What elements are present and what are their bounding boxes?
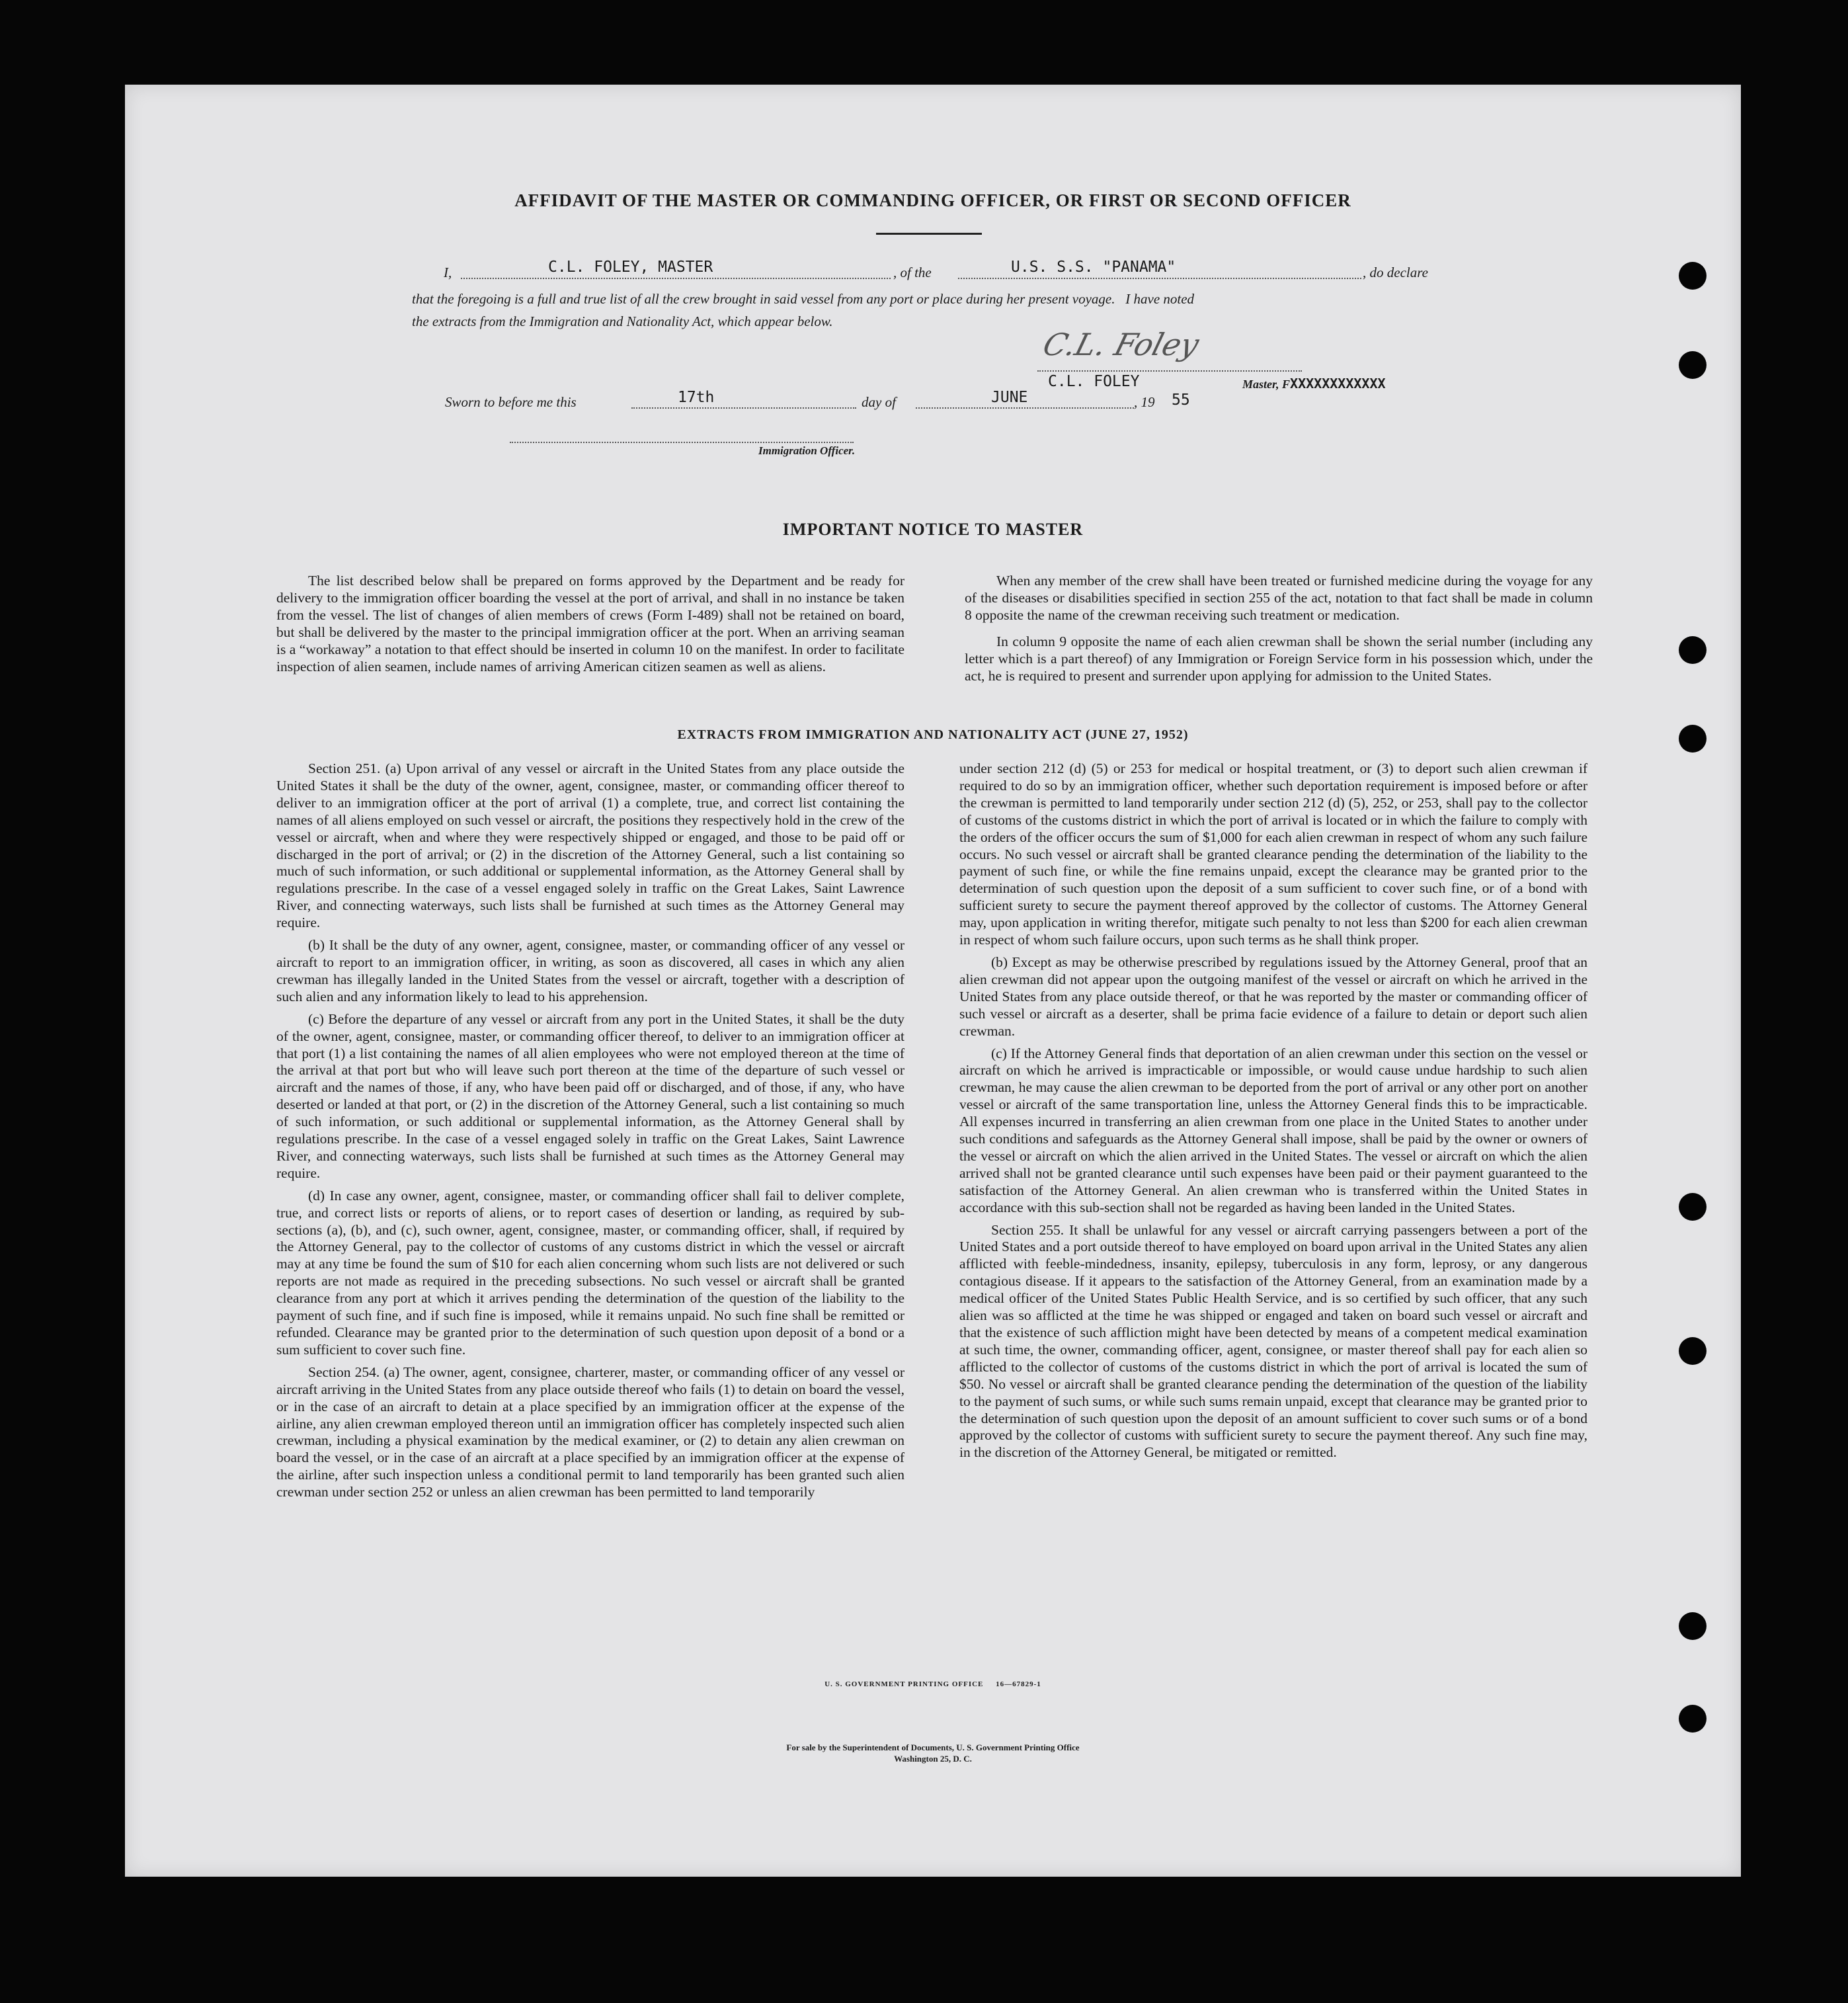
sworn-month-line <box>916 407 1134 409</box>
notice-right-column <box>965 573 1593 684</box>
i-label: I, <box>444 265 452 280</box>
sworn-year-field: 55 <box>1172 391 1190 409</box>
extracts-left-column <box>276 760 904 1501</box>
sworn-day-line <box>631 407 856 409</box>
extracts-title: EXTRACTS FROM IMMIGRATION AND NATIONALITY ACT (JUNE 27, 1952) <box>677 727 1189 742</box>
statute-paragraph: Section 251. (a) Upon arrival of any vessel or aircraft in the United States from any place outside the United States it shall be the duty of the owner, agent, consignee, master, or commanding officer thereof to deliver to an immigration officer at the port of arrival (1) a complete, true, and correct list containing the names of all aliens employed on such vessel or aircraft, the positions they respectively hold in the crew of the vessel or aircraft, when and where they were respectively shipped or engaged, and those to be paid off or discharged in the port of arrival; or (2) in the discretion of the Attorney General, such a list containing so much of such information, or such additional or supplemental information, as the Attorney General shall by regulations prescribe. In the case of a vessel engaged solely in traffic on the Great Lakes, Saint Lawrence River, and connecting waterways, such lists shall be furnished at such times as the Attorney General may require. <box>276 760 904 931</box>
notice-paragraph: In column 9 opposite the name of each alien crewman shall be shown the serial number (including any letter which is a part thereof) of any Immigration or Foreign Service form in his possession which, under the act, he is required to present and surrender upon applying for admission to the United States. <box>965 633 1593 684</box>
declaration-line-1: that the foregoing is a full and true list of all the crew brought in said vessel from any port or place during her present voyage. I have noted <box>412 291 1195 307</box>
punch-hole <box>1679 262 1707 290</box>
statute-paragraph: (c) If the Attorney General finds that deportation of an alien crewman under this section on the vessel or aircraft on which he arrived is impracticable or impossible, or would cause undue hardship to such alien crewman, he may cause the alien crewman to be deported from the port of arrival or any other port on another vessel or aircraft of the same transportation line, unless the Attorney General finds this to be impracticable. All expenses incurred in transferring an alien crewman from one place in the United States to another under such conditions and safeguards as the Attorney General shall impose, shall be paid by the owner or owners of the vessel or aircraft on which the alien arrived in the United States. The vessel or aircraft on which the alien arrived shall not be granted clearance until such expenses have been paid or their payment guaranteed to the satisfaction of the Attorney General. An alien crewman who is transferred within the United States in accordance with this sub-section shall not be regarded as having been landed in the United States. <box>959 1045 1587 1215</box>
sale-notice <box>125 1742 1741 1764</box>
sworn-month-field: JUNE <box>991 389 1028 406</box>
struck-title-text: XXXXXXXXXXXX <box>1290 376 1386 391</box>
year-prefix: , 19 <box>1134 394 1155 410</box>
punch-hole <box>1679 351 1707 379</box>
of-the-label: , of the <box>893 265 932 280</box>
declaration-line-2: the extracts from the Immigration and Nationality Act, which appear below. <box>412 313 833 329</box>
statute-paragraph: (b) It shall be the duty of any owner, agent, consignee, master, or commanding officer of any vessel or aircraft to report to an immigration officer, in writing, as soon as discovered, all cases in which any alien crewman has illegally landed in the United States from the vessel or aircraft, together with a description of such alien and any information likely to lead to his apprehension. <box>276 937 904 1004</box>
statute-paragraph: Section 255. It shall be unlawful for any vessel or aircraft carrying passengers between a port of the United States and a port outside thereof to have employed on board upon arrival in the United States any alien afflicted with feeble-mindedness, insanity, epilepsy, tuberculosis in any form, leprosy, or any dangerous contagious disease. If it appears to the satisfaction of the Attorney General, from an examination made by a medical officer of the United States Public Health Service, and is so certified by such officer, that any such alien was so afflicted at the time he was shipped or engaged and taken on board such vessel or aircraft and that the existence of such affliction might have been detected by means of a competent medical examination at such time, the owner, commanding officer, agent, consignee, or master thereof shall pay for each alien so afflicted to the collector of customs of the customs district in which the port of arrival is located the sum of $50. No vessel or aircraft shall be granted clearance pending the determination of the question of the liability to the payment of such sums, or while such sums remain unpaid, except that clearance may be granted prior to the determination of such question upon the deposit of an amount sufficient to cover such sums or of a bond approved by the collector of customs with sufficient surety to secure the payment thereof. Any such fine may, in the discretion of the Attorney General, be mitigated or remitted. <box>959 1221 1587 1461</box>
title-rule <box>876 233 982 235</box>
do-declare-label: , do declare <box>1363 265 1428 280</box>
vessel-name-field: U.S. S.S. "PANAMA" <box>1011 259 1176 276</box>
master-label <box>1242 376 1386 391</box>
day-of-label: day of <box>862 394 896 410</box>
document-page <box>125 85 1741 1877</box>
signed-name: C.L. FOLEY <box>1048 373 1140 390</box>
notice-paragraph: The list described below shall be prepared on forms approved by the Department and be ready for delivery to the immigration officer boarding the vessel at the port of arrival, and shall in no instance be taken from the vessel. The list of changes of alien members of crews (Form I-489) shall not be retained on board, but shall be delivered by the master to the principal immigration officer at the port. When an arriving seaman is a “workaway” a notation to that effect should be inserted in column 10 on the manifest. In order to facilitate inspection of alien seamen, include names of arriving American citizen seamen as well as aliens. <box>276 573 904 674</box>
vessel-name-line <box>958 278 1361 279</box>
master-signature: C.L. Foley <box>1039 327 1203 362</box>
master-name-line <box>461 278 891 279</box>
punch-hole <box>1679 1193 1707 1221</box>
punch-hole <box>1679 1705 1707 1733</box>
sale-line-2: Washington 25, D. C. <box>894 1754 972 1764</box>
gpo-line: U. S. GOVERNMENT PRINTING OFFICE 16—67829-1 <box>824 1680 1041 1688</box>
punch-hole <box>1679 636 1707 664</box>
statute-paragraph: under section 212 (d) (5) or 253 for medical or hospital treatment, or (3) to deport such alien crewman if required to do so by an immigration officer, whether such deportation requirement is imposed before or after the crewman is permitted to land temporarily under section 212 (d) (5), 252, or 253, shall pay to the collector of customs of the customs district in which the port of arrival is located or in which the failure to comply with the orders of the officer occurs the sum of $1,000 for each alien crewman in respect of whom any such failure occurs. No such vessel or aircraft shall be granted clearance pending the determination of the liability to the payment of such fine, or while the fine remains unpaid, except the clearance may be granted prior to the determination of such question upon the deposit of a sum sufficient to cover such fine, or of a bond with sufficient surety to secure the payment thereof approved by the collector of customs. The Attorney General may, upon application in writing therefor, mitigate such penalty to not less than $200 for each alien crewman in respect of whom such failure occurs, upon such terms as he shall think proper. <box>959 760 1587 948</box>
sworn-label: Sworn to before me this <box>445 394 577 410</box>
sale-line-1: For sale by the Superintendent of Documents, U. S. Government Printing Office <box>786 1742 1080 1752</box>
master-name-field: C.L. FOLEY, MASTER <box>548 259 713 276</box>
statute-paragraph: (c) Before the departure of any vessel or aircraft from any port in the United States, it shall be the duty of the owner, agent, consignee, master, or commanding officer thereof, to deliver to an immigration officer at that port (1) a list containing the names of all alien employees who were not employed thereon at the time of the arrival at that port but who will leave such port thereon at the time of the departure of such vessel or aircraft and the names of those, if any, who have been paid off or discharged, and of those, if any, who have deserted or landed at that port, or (2) in the discretion of the Attorney General, such a list containing so much of such information, or such additional or supplemental information, as the Attorney General shall by regulations prescribe. In the case of a vessel engaged solely in traffic on the Great Lakes, Saint Lawrence River, and connecting waterways, such lists shall be furnished at such times as the Attorney General may require. <box>276 1010 904 1181</box>
extracts-right-column <box>959 760 1587 1461</box>
master-label-text: Master, F <box>1242 378 1291 391</box>
sworn-day-field: 17th <box>678 389 715 406</box>
officer-signature-line <box>510 442 854 443</box>
punch-hole <box>1679 1337 1707 1365</box>
notice-paragraph: When any member of the crew shall have been treated or furnished medicine during the voyage for any of the diseases or disabilities specified in section 255 of the act, notation to that fact shall be made in column 8 opposite the name of the crewman receiving such treatment or medication. <box>965 573 1593 623</box>
statute-paragraph: (b) Except as may be otherwise prescribed by regulations issued by the Attorney General, proof that an alien crewman did not appear upon the outgoing manifest of the vessel or aircraft on which he arrived in the United States from any place outside thereof, or that he was reported by the master or commanding officer of such vessel or aircraft as a deserter, shall be prima facie evidence of a failure to detain or deport such alien crewman. <box>959 954 1587 1039</box>
immigration-officer-label: Immigration Officer. <box>758 444 856 457</box>
statute-paragraph: (d) In case any owner, agent, consignee, master, or commanding officer shall fail to deliver complete, true, and correct lists or reports of aliens, or to report cases of desertion or landing, as required by sub-sections (a), (b), and (c), such owner, agent, consignee, master, or commanding officer, shall, if required by the Attorney General, pay to the collector of customs of any customs district in which the vessel or aircraft may at any time be found the sum of $10 for each alien concerning whom such lists are not delivered or such reports are not made as required in the preceding subsections. No such vessel or aircraft shall be granted clearance from any port at which it arrives pending the determination of the question of the liability to the payment of such fine, and if such fine is imposed, while it remains unpaid. No such fine shall be remitted or refunded. Clearance may be granted prior to the determination of such question upon deposit of a bond or a sum sufficient to cover such fine. <box>276 1187 904 1358</box>
affidavit-title: AFFIDAVIT OF THE MASTER OR COMMANDING OFFICER, OR FIRST OR SECOND OFFICER <box>514 190 1351 210</box>
punch-hole <box>1679 1612 1707 1640</box>
statute-paragraph: Section 254. (a) The owner, agent, consignee, charterer, master, or commanding officer of any vessel or aircraft arriving in the United States from any place outside thereof who fails (1) to detain on board the vessel, or in the case of an aircraft to detain at a place specified by an immigration officer at the expense of the airline, any alien crewman employed thereon until an immigration officer has completely inspected such alien crewman, including a physical examination by the medical examiner, or (2) to detain any alien crewman on board the vessel, or in the case of an aircraft at a place specified by an immigration officer at the expense of the airline, after such inspection unless a conditional permit to land temporarily has been granted such alien crewman under section 252 or unless an alien crewman has been permitted to land temporarily <box>276 1364 904 1500</box>
notice-left-column <box>276 573 904 675</box>
signature-line <box>1037 370 1302 372</box>
notice-title: IMPORTANT NOTICE TO MASTER <box>782 520 1084 539</box>
